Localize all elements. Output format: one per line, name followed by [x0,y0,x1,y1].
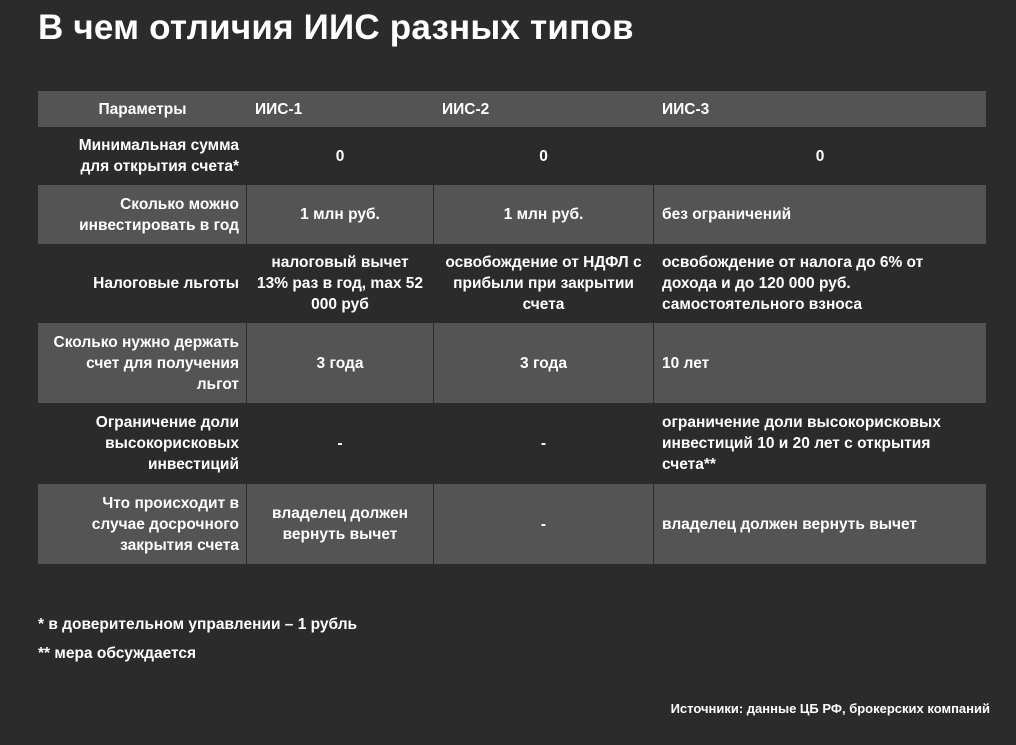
cell-iis-2: - [433,483,653,564]
table-row [38,184,986,244]
table-header-row [38,91,986,127]
cell-iis-2: 3 года [433,322,653,403]
cell-iis-1: 0 [246,127,433,184]
cell-iis-2: 1 млн руб. [433,184,653,244]
row-label: Минимальная сумма для открытия счета* [38,127,246,184]
cell-iis-3: без ограничений [653,184,986,244]
row-label: Сколько нужно держать счет для получения льгот [38,322,246,403]
row-label: Что происходит в случае досрочного закрытия счета [38,483,246,564]
column-header-parameters: Параметры [38,91,246,127]
column-header-iis-3: ИИС-3 [653,91,986,127]
table-row [38,244,986,322]
cell-iis-3: 0 [653,127,986,184]
row-label: Сколько можно инвестировать в год [38,184,246,244]
column-header-iis-1: ИИС-1 [246,91,433,127]
table-row [38,322,986,403]
table-row [38,483,986,564]
comparison-table [38,91,986,564]
cell-iis-1: - [246,403,433,483]
cell-iis-2: - [433,403,653,483]
page-title: В чем отличия ИИС разных типов [38,8,634,47]
row-label: Налоговые льготы [38,244,246,322]
cell-iis-3: 10 лет [653,322,986,403]
row-label: Ограничение доли высокорисковых инвестиций [38,403,246,483]
source-note: Источники: данные ЦБ РФ, брокерских компаний [670,701,990,716]
cell-iis-3: владелец должен вернуть вычет [653,483,986,564]
cell-iis-1: 1 млн руб. [246,184,433,244]
cell-iis-3: освобождение от налога до 6% от дохода и до 120 000 руб. самостоятельного взноса [653,244,986,322]
cell-iis-1: налоговый вычет 13% раз в год, max 52 000 руб [246,244,433,322]
table-row [38,127,986,184]
footnote-trust-management: * в доверительном управлении – 1 рубль [38,616,358,633]
column-header-iis-2: ИИС-2 [433,91,653,127]
cell-iis-1: 3 года [246,322,433,403]
cell-iis-2: освобождение от НДФЛ с прибыли при закрытии счета [433,244,653,322]
footnote-measure-discussed: ** мера обсуждается [38,645,197,662]
cell-iis-2: 0 [433,127,653,184]
cell-iis-1: владелец должен вернуть вычет [246,483,433,564]
table-row [38,403,986,483]
cell-iis-3: ограничение доли высокорисковых инвестиций 10 и 20 лет с открытия счета** [653,403,986,483]
